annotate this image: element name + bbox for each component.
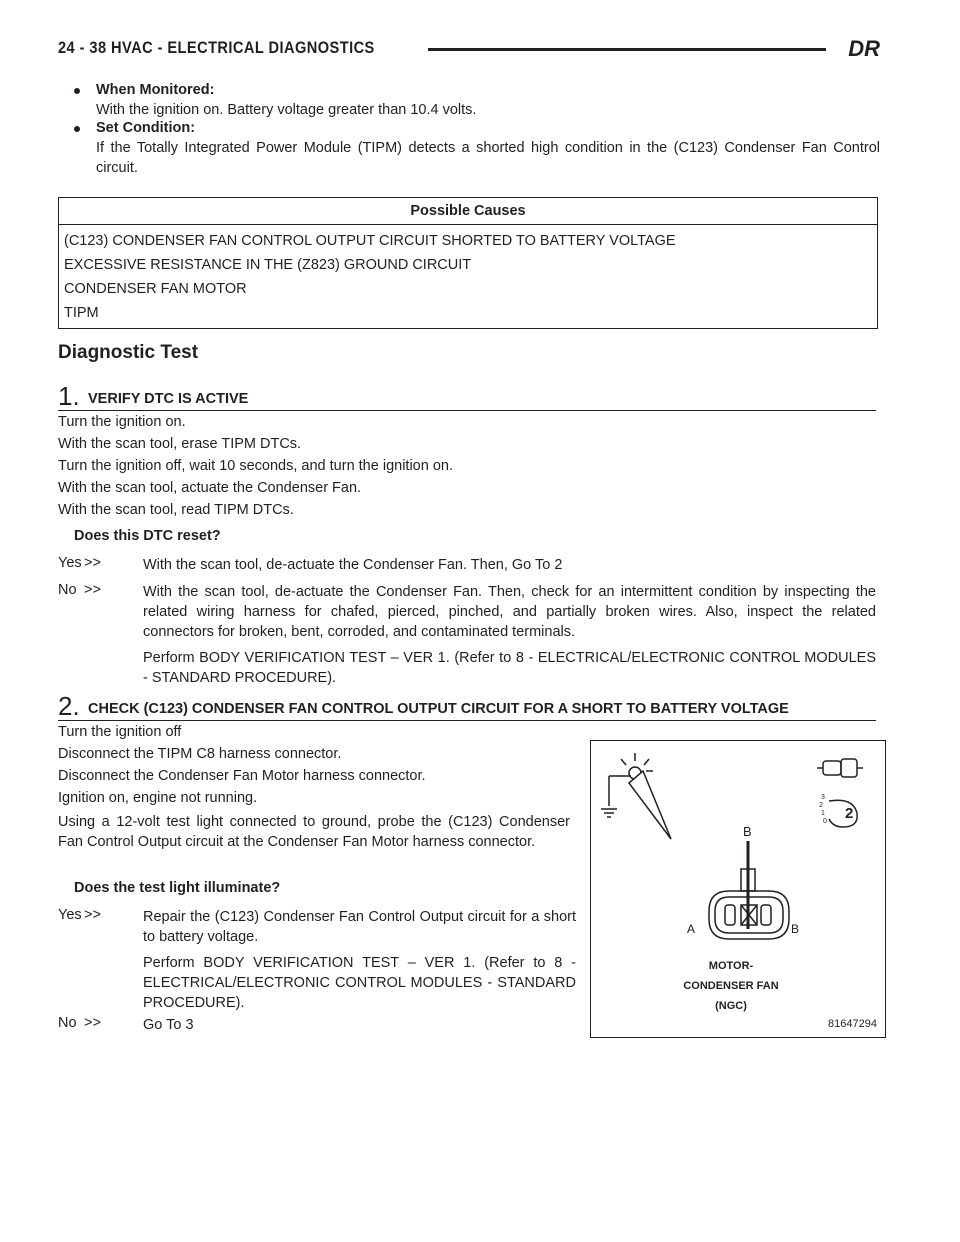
connector-icon xyxy=(817,759,863,777)
figure-caption: CONDENSER FAN xyxy=(683,980,779,992)
answer-arrow: >> xyxy=(84,582,101,598)
meter-value: 2 xyxy=(845,805,854,822)
connector-diagram xyxy=(591,741,885,1037)
header-rule xyxy=(428,48,826,51)
answer-label: Yes xyxy=(58,907,82,923)
meter-digit: 1 xyxy=(821,810,825,817)
answer-no xyxy=(58,582,876,694)
meter-digit: 3 xyxy=(821,794,825,801)
possible-causes-heading: Possible Causes xyxy=(59,198,877,225)
answer-arrow: >> xyxy=(84,1015,101,1031)
header-section-code: DR xyxy=(848,36,880,61)
bullet-dot xyxy=(74,88,80,94)
cause-row: TIPM xyxy=(64,305,99,321)
answer-label: No xyxy=(58,1015,77,1031)
set-condition-label: Set Condition: xyxy=(96,120,196,136)
step-title: VERIFY DTC IS ACTIVE xyxy=(88,391,249,407)
answer-text: With the scan tool, de-actuate the Condenser Fan. Then, check for an intermittent condition by inspecting the related wiring harness for chafed, pierced, pinched, and partially broken wires. Also, inspect the related connectors for broken, bent, corroded, and contaminated terminals. xyxy=(143,584,876,640)
set-condition-text: If the Totally Integrated Power Module (TIPM) detects a shorted high condition in the (C123) Condenser Fan Control circuit. xyxy=(96,140,880,176)
step-instruction: With the scan tool, actuate the Condenser Fan. xyxy=(58,480,362,496)
step-question: Does this DTC reset? xyxy=(74,528,221,544)
answer-text: Perform BODY VERIFICATION TEST – VER 1. (Refer to 8 - ELECTRICAL/ELECTRONIC CONTROL MODULES - STANDARD PROCEDURE). xyxy=(143,955,576,1011)
answer-label: Yes xyxy=(58,555,82,571)
cause-row: CONDENSER FAN MOTOR xyxy=(64,281,247,297)
connector-figure xyxy=(590,740,886,1038)
figure-caption: MOTOR- xyxy=(708,960,754,972)
step-title: CHECK (C123) CONDENSER FAN CONTROL OUTPUT CIRCUIT FOR A SHORT TO BATTERY VOLTAGE xyxy=(88,701,789,717)
answer-yes xyxy=(58,555,876,581)
answer-label: No xyxy=(58,582,77,598)
step-number: 1. xyxy=(58,381,80,411)
step-2-header xyxy=(58,690,876,721)
meter-digit: 2 xyxy=(819,802,823,809)
answer-no xyxy=(58,1015,576,1041)
step-instruction: Turn the ignition off, wait 10 seconds, and turn the ignition on. xyxy=(58,458,453,474)
test-light-icon xyxy=(601,753,671,839)
page-header xyxy=(58,38,880,64)
pin-label-b-top: B xyxy=(743,824,752,839)
step-question: Does the test light illuminate? xyxy=(74,880,281,896)
answer-arrow: >> xyxy=(84,555,101,571)
step-instruction: Ignition on, engine not running. xyxy=(58,790,258,806)
cause-row: EXCESSIVE RESISTANCE IN THE (Z823) GROUND CIRCUIT xyxy=(64,257,472,273)
when-monitored-text: With the ignition on. Battery voltage greater than 10.4 volts. xyxy=(96,102,477,118)
step-instruction: With the scan tool, erase TIPM DTCs. xyxy=(58,436,302,452)
answer-text: Go To 3 xyxy=(143,1017,194,1033)
possible-causes-table xyxy=(58,197,878,329)
figure-id: 81647294 xyxy=(828,1018,877,1030)
bullet-dot xyxy=(74,126,80,132)
step-instruction: Disconnect the TIPM C8 harness connector. xyxy=(58,746,342,762)
answer-text: With the scan tool, de-actuate the Condenser Fan. Then, Go To 2 xyxy=(143,557,563,573)
diagnostic-test-heading: Diagnostic Test xyxy=(58,342,199,363)
meter-digit: 0 xyxy=(823,818,827,825)
step-instruction: Turn the ignition off xyxy=(58,724,182,740)
answer-text: Repair the (C123) Condenser Fan Control Output circuit for a short to battery voltage. xyxy=(143,909,576,945)
answer-arrow: >> xyxy=(84,907,101,923)
pin-label-a: A xyxy=(687,922,696,936)
pin-label-b: B xyxy=(791,922,800,936)
header-title: 24 - 38 HVAC - ELECTRICAL DIAGNOSTICS xyxy=(58,38,375,57)
set-condition-block xyxy=(74,118,880,178)
answer-text: Perform BODY VERIFICATION TEST – VER 1. (Refer to 8 - ELECTRICAL/ELECTRONIC CONTROL MODULES - STANDARD PROCEDURE). xyxy=(143,650,876,686)
figure-caption: (NGC) xyxy=(715,1000,747,1012)
answer-yes xyxy=(58,907,576,1019)
step-number: 2. xyxy=(58,691,80,721)
step-instruction: With the scan tool, read TIPM DTCs. xyxy=(58,502,294,518)
cause-row: (C123) CONDENSER FAN CONTROL OUTPUT CIRCUIT SHORTED TO BATTERY VOLTAGE xyxy=(64,233,676,249)
step-instruction: Disconnect the Condenser Fan Motor harness connector. xyxy=(58,768,426,784)
step-instruction: Turn the ignition on. xyxy=(58,414,186,430)
step-instruction: Using a 12-volt test light connected to ground, probe the (C123) Condenser Fan Control Output circuit at the Condenser Fan Motor harness connector. xyxy=(58,814,570,850)
when-monitored-block xyxy=(74,80,880,120)
step-1-header xyxy=(58,380,876,411)
when-monitored-label: When Monitored: xyxy=(96,82,215,98)
